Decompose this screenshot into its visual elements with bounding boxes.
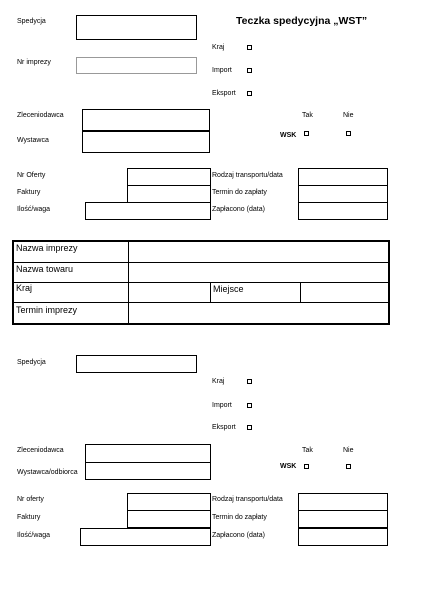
table-kraj-field[interactable] <box>130 283 209 301</box>
import2-checkbox[interactable] <box>247 403 252 408</box>
wystawca-label: Wystawca <box>17 137 49 144</box>
tak2-label: Tak <box>302 447 313 454</box>
zaplacono2-label: Zapłacono (data) <box>212 532 265 539</box>
ilosc-waga-label: Ilość/waga <box>17 206 51 213</box>
termin-imprezy-label: Termin imprezy <box>16 305 78 315</box>
nie2-label: Nie <box>343 447 354 454</box>
import-checkbox[interactable] <box>247 68 252 73</box>
faktury-field[interactable] <box>127 185 211 203</box>
nr-oferty-label: Nr Oferty <box>17 172 46 179</box>
kraj-label: Kraj <box>212 44 225 51</box>
ilosc-waga-field[interactable] <box>85 202 211 220</box>
spedycja-field[interactable] <box>76 15 197 40</box>
nr-imprezy-field[interactable] <box>76 57 197 74</box>
termin-zaplaty2-label: Termin do zapłaty <box>212 514 267 521</box>
wsk2-label: WSK <box>280 463 297 470</box>
kraj-checkbox[interactable] <box>247 45 252 50</box>
nazwa-towaru-field[interactable] <box>130 263 386 281</box>
event-details-table <box>12 240 390 325</box>
nazwa-towaru-label: Nazwa towaru <box>16 264 74 274</box>
spedycja2-label: Spedycja <box>17 359 46 366</box>
rodzaj-transportu-field[interactable] <box>298 168 388 186</box>
zleceniodawca-label: Zleceniodawca <box>17 112 64 119</box>
wystawca-field[interactable] <box>82 131 210 153</box>
kraj2-checkbox[interactable] <box>247 379 252 384</box>
nr-imprezy-label: Nr imprezy <box>17 59 51 66</box>
faktury-label: Faktury <box>17 189 41 196</box>
faktury2-field[interactable] <box>127 510 211 528</box>
form-title: Teczka spedycyjna „WST” <box>236 15 368 27</box>
zaplacono-field[interactable] <box>298 202 388 220</box>
nazwa-imprezy-field[interactable] <box>130 243 386 261</box>
wsk-tak-checkbox[interactable] <box>304 131 309 136</box>
termin-zaplaty2-field[interactable] <box>298 510 388 528</box>
nr-oferty-field[interactable] <box>127 168 211 186</box>
nazwa-imprezy-label: Nazwa imprezy <box>16 243 78 253</box>
spedycja2-field[interactable] <box>76 355 197 373</box>
zleceniodawca2-field[interactable] <box>85 444 211 463</box>
zleceniodawca-field[interactable] <box>82 109 210 131</box>
wsk2-tak-checkbox[interactable] <box>304 464 309 469</box>
wsk-nie-checkbox[interactable] <box>346 131 351 136</box>
eksport2-checkbox[interactable] <box>247 425 252 430</box>
nr-oferty2-label: Nr oferty <box>17 496 44 503</box>
kraj2-label: Kraj <box>212 378 225 385</box>
import-label: Import <box>212 67 232 74</box>
ilosc-waga2-label: Ilość/waga <box>17 532 51 539</box>
zaplacono2-field[interactable] <box>298 528 388 546</box>
table-kraj-label: Kraj <box>16 283 33 293</box>
miejsce-label: Miejsce <box>213 284 244 294</box>
spedycja-label: Spedycja <box>17 18 46 25</box>
wsk-label: WSK <box>280 132 297 139</box>
zleceniodawca2-label: Zleceniodawca <box>17 447 64 454</box>
eksport-checkbox[interactable] <box>247 91 252 96</box>
nr-oferty2-field[interactable] <box>127 493 211 511</box>
rodzaj-transportu-label: Rodzaj transportu/data <box>212 172 283 179</box>
tak-label: Tak <box>302 112 313 119</box>
ilosc-waga2-field[interactable] <box>80 528 211 546</box>
nie-label: Nie <box>343 112 354 119</box>
zaplacono-label: Zapłacono (data) <box>212 206 265 213</box>
termin-zaplaty-label: Termin do zapłaty <box>212 189 267 196</box>
import2-label: Import <box>212 402 232 409</box>
rodzaj-transportu2-field[interactable] <box>298 493 388 511</box>
termin-zaplaty-field[interactable] <box>298 185 388 203</box>
wsk2-nie-checkbox[interactable] <box>346 464 351 469</box>
termin-imprezy-field[interactable] <box>130 303 386 322</box>
faktury2-label: Faktury <box>17 514 41 521</box>
miejsce-field[interactable] <box>302 283 386 301</box>
wystawca2-label: Wystawca/odbiorca <box>17 469 78 476</box>
wystawca2-field[interactable] <box>85 462 211 480</box>
rodzaj-transportu2-label: Rodzaj transportu/data <box>212 496 283 503</box>
eksport-label: Eksport <box>212 90 236 97</box>
eksport2-label: Eksport <box>212 424 236 431</box>
